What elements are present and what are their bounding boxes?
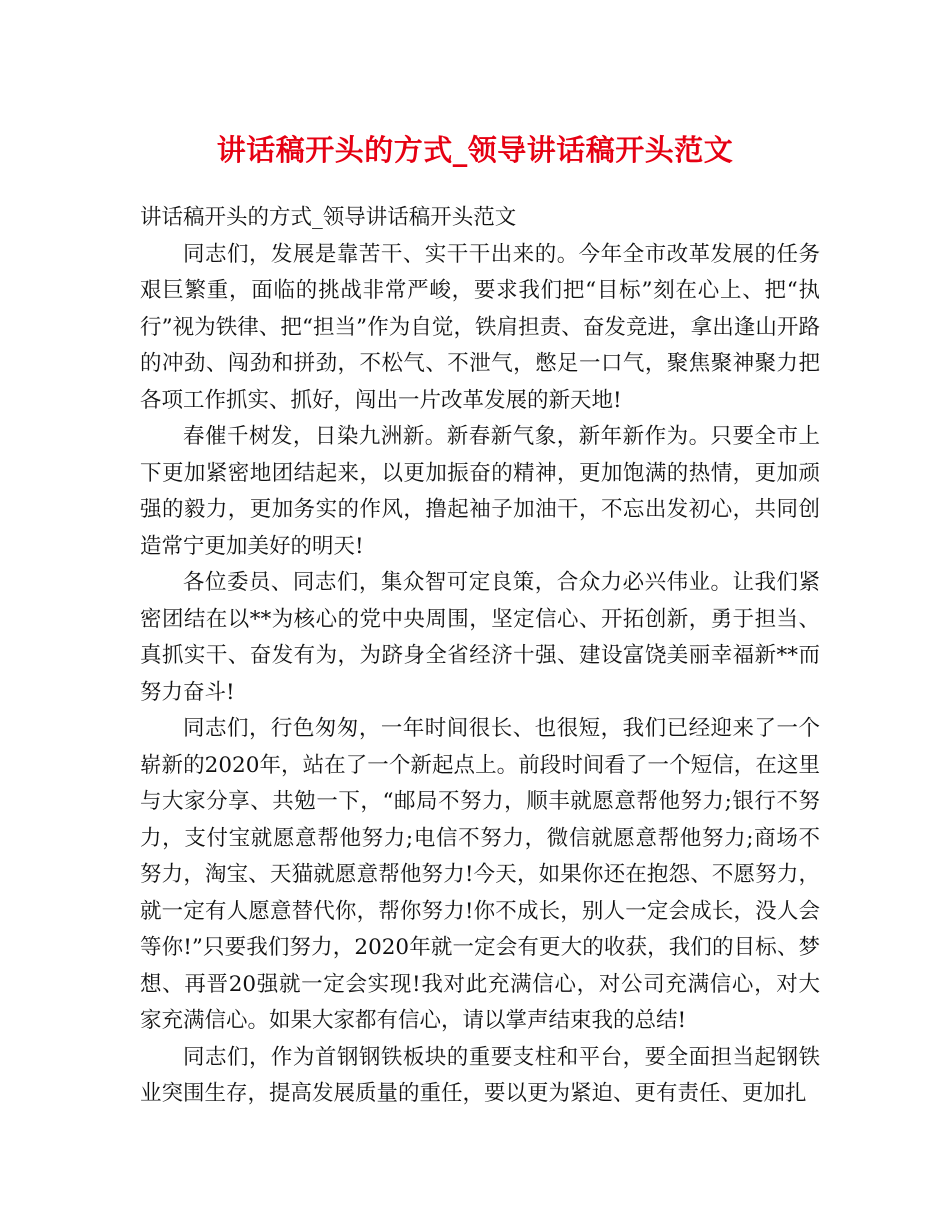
paragraph: 春催千树发，日染九洲新。新春新气象，新年新作为。只要全市上下更加紧密地团结起来，以更加振奋的精神，更加饱满的热情，更加顽强的毅力，更加务实的作风，撸起袖子加油干，不忘出发初心，共同创造常宁更加美好的明天! xyxy=(140,424,820,559)
document-title: 讲话稿开头的方式_领导讲话稿开头范文 xyxy=(216,133,734,167)
paragraph: 同志们，行色匆匆，一年时间很长、也很短，我们已经迎来了一个崭新的2020年，站在了一个新起点上。前段时间看了一个短信，在这里与大家分享、共勉一下，“邮局不努力，顺丰就愿意帮他努力;银行不努力，支付宝就愿意帮他努力;电信不努力，微信就愿意帮他努力;商场不努力，淘宝、天猫就愿意帮他努力!今天，如果你还在抱怨、不愿努力，就一定有人愿意替代你，帮你努力!你不成长，别人一定会成长，没人会等你!”只要我们努力，2020年就一定会有更大的收获，我们的目标、梦想、再晋20强就一定会实现!我对此充满信心，对公司充满信心，对大家充满信心。如果大家都有信心，请以掌声结束我的总结! xyxy=(140,716,820,1033)
document-subtitle: 讲话稿开头的方式_领导讲话稿开头范文 xyxy=(140,205,517,230)
paragraph: 同志们，作为首钢钢铁板块的重要支柱和平台，要全面担当起钢铁业突围生存，提高发展质量的重任，要以更为紧迫、更有责任、更加扎 xyxy=(140,1044,820,1106)
paragraph: 同志们，发展是靠苦干、实干干出来的。今年全市改革发展的任务艰巨繁重，面临的挑战非常严峻，要求我们把“目标”刻在心上、把“执行”视为铁律、把“担当”作为自觉，铁肩担责、奋发竞进，拿出逢山开路的冲劲、闯劲和拼劲，不松气、不泄气，憋足一口气，聚焦聚神聚力把各项工作抓实、抓好，闯出一片改革发展的新天地! xyxy=(140,241,820,413)
paragraph: 各位委员、同志们，集众智可定良策，合众力必兴伟业。让我们紧密团结在以**为核心的党中央周围，坚定信心、开拓创新，勇于担当、真抓实干、奋发有为，为跻身全省经济十强、建设富饶美丽幸福新**而努力奋斗! xyxy=(140,570,820,705)
document-body xyxy=(140,200,820,1113)
